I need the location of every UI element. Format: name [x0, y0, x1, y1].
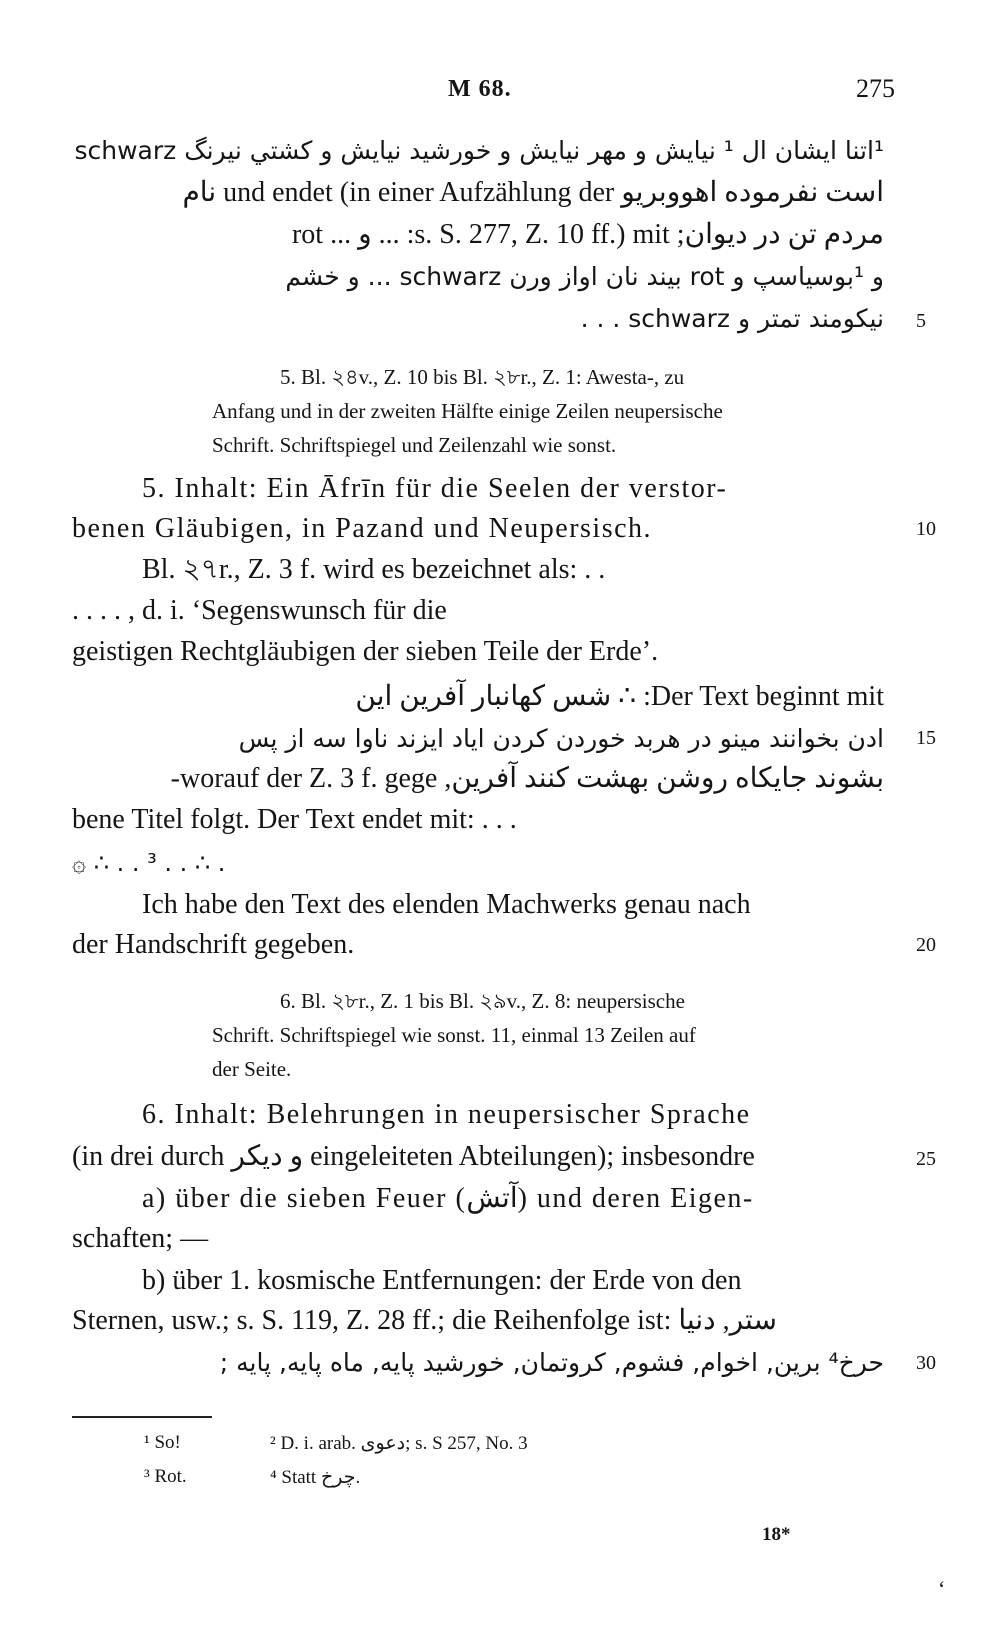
ms-description: Schrift. Schriftspiegel wie sonst. 11, einmal 13 Zeilen auf	[212, 1023, 696, 1047]
text-line: benen Gläubigen, in Pazand und Neupersisch.	[72, 513, 653, 544]
text-line: Der Text beginnt mit: ∴ شس کهانبار آفرین این	[355, 681, 884, 712]
text-line: و ¹بوسیاسپ و rot بیند نان اواز ورن schwarz ... و خشم	[285, 262, 884, 291]
running-header: M 68.	[448, 76, 512, 102]
line-number: 30	[916, 1352, 936, 1374]
text-line: a) über die sieben Feuer (آتش) und deren Eigen-	[142, 1183, 754, 1214]
text-line: schaften; —	[72, 1223, 209, 1254]
text-line: b) über 1. kosmische Entfernungen: der Erde von den	[142, 1265, 742, 1296]
text-line: حرخ⁴ برین, اخوام, فشوم, کروتمان, خورشید پایه, ماه پایه, پایه ;	[219, 1348, 884, 1377]
line-number: 15	[916, 727, 936, 749]
footnote: ² D. i. arab. دعوى; s. S 257, No. 3	[270, 1433, 528, 1454]
text-line: der Handschrift gegeben.	[72, 929, 355, 960]
text-line: Ich habe den Text des elenden Machwerks genau nach	[142, 889, 751, 920]
ms-description: Anfang und in der zweiten Hälfte einige Zeilen neupersische	[212, 399, 723, 423]
text-line: . . . . , d. i. ‘Segenswunsch für die	[72, 595, 447, 626]
ms-description: 6. Bl. ২৮r., Z. 1 bis Bl. ২৯v., Z. 8: neupersische	[280, 989, 685, 1013]
text-line: نیکومند تمتر و schwarz . . .	[580, 304, 884, 333]
text-line: (in drei durch و دیکر eingeleiteten Abteilungen); insbesondre	[72, 1141, 755, 1172]
footnote: ⁴ Statt چرخ.	[270, 1467, 361, 1488]
text-line: ادن بخوانند مینو در هربد خوردن کردن ایاد ایزند ناوا سه از پس	[238, 724, 884, 753]
text-line: geistigen Rechtgläubigen der sieben Teile der Erde’.	[72, 636, 659, 667]
footnote: ³ Rot.	[144, 1466, 187, 1487]
footnote-rule	[72, 1416, 212, 1418]
section-heading: 6. Inhalt: Belehrungen in neupersischer Sprache	[142, 1099, 751, 1130]
text-line: ¹اتنا ایشان ال ¹ نیایش و مهر نیایش و خورشید نیایش و کشتي نیرنگ schwarz	[74, 136, 884, 165]
text-line: است نفرموده اهووبریو und endet (in einer Aufzählung der نام	[182, 177, 884, 208]
line-number: 20	[916, 934, 936, 956]
ms-description: 5. Bl. ২৪v., Z. 10 bis Bl. ২৮r., Z. 1: Awesta-, zu	[280, 365, 685, 389]
text-line: bene Titel folgt. Der Text endet mit: . . .	[72, 804, 517, 835]
line-number: 10	[916, 518, 936, 540]
line-number: 5	[916, 310, 926, 332]
ms-description: Schrift. Schriftspiegel und Zeilenzahl wie sonst.	[212, 433, 617, 457]
text-line: Bl. ২৭r., Z. 3 f. wird es bezeichnet als: . .	[142, 554, 606, 585]
page-number: 275	[856, 74, 895, 103]
text-line: مردم تن در دیوان; s. S. 277, Z. 10 ff.) mit: ... و ... rot	[291, 219, 884, 250]
text-line: بشوند جایکاه روشن بهشت کنند آفرین, worauf der Z. 3 f. gege-	[170, 763, 884, 794]
section-heading: 5. Inhalt: Ein Āfrīn für die Seelen der verstor-	[142, 473, 728, 504]
text-line: ۞ ∴ . . ³ . . ∴ .	[72, 849, 226, 877]
text-line: Sternen, usw.; s. S. 119, Z. 28 ff.; die Reihenfolge ist: ستر, دنیا	[72, 1305, 777, 1336]
ms-description: der Seite.	[212, 1057, 292, 1081]
margin-mark: ‘	[938, 1576, 946, 1601]
line-number: 25	[916, 1148, 936, 1170]
footnote: ¹ So!	[144, 1432, 181, 1453]
printer-signature: 18*	[762, 1524, 791, 1545]
